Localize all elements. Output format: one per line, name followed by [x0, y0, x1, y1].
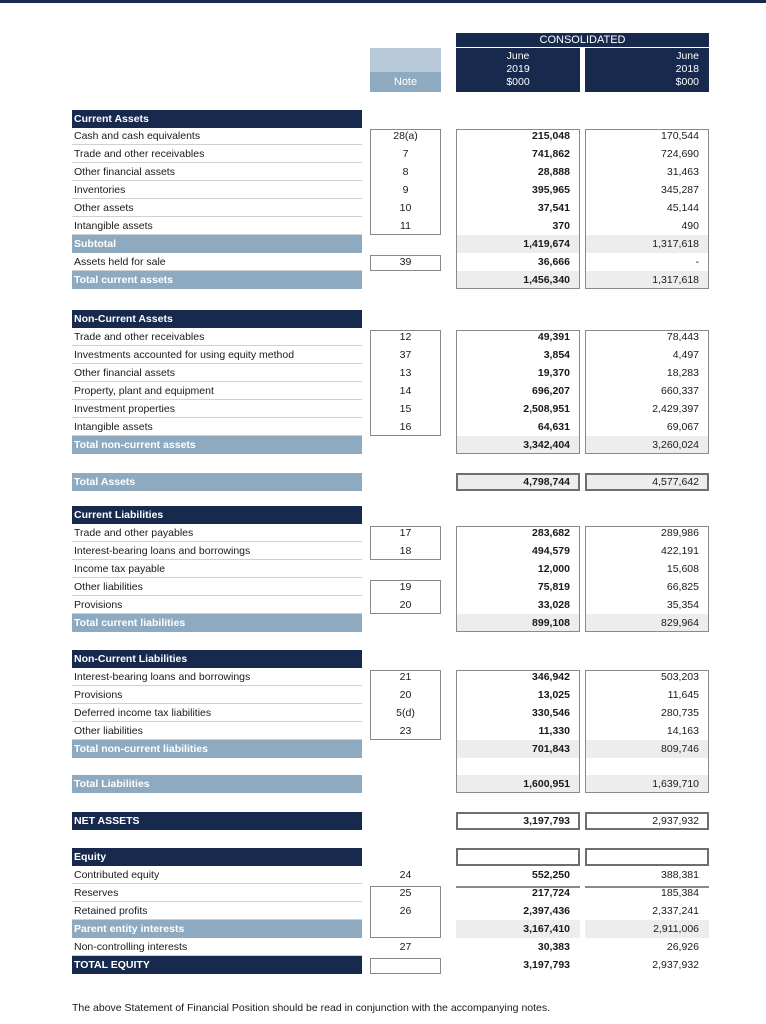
row-note: [370, 740, 441, 758]
row-note: [370, 110, 441, 128]
value-box-2018: [585, 670, 709, 793]
value-box-2019: [456, 886, 580, 888]
row-value-2018: 809,746: [585, 740, 709, 758]
row-note: [370, 812, 441, 830]
row-note: 15: [399, 403, 412, 415]
row-value-2019: 494,579: [532, 545, 570, 557]
row-label: Property, plant and equipment: [72, 382, 362, 400]
row-note: 21: [399, 671, 412, 683]
row-note: 37: [399, 349, 412, 361]
column-header-2018: [585, 48, 709, 92]
table-row: [0, 938, 766, 956]
row-note: [370, 614, 441, 632]
row-label: Trade and other receivables: [72, 145, 362, 163]
row-value-2019: 11,330: [538, 725, 570, 737]
total-box-2018: [585, 812, 709, 830]
value-box-2019: [456, 330, 580, 454]
row-value-2019: 330,546: [532, 707, 570, 719]
note-box: [370, 255, 441, 271]
col2018-year: 2018: [675, 63, 699, 75]
row-label: Total non-current assets: [72, 436, 362, 454]
value-box-2019: [456, 526, 580, 632]
note-box: [370, 330, 441, 436]
row-label: Current Assets: [72, 110, 362, 128]
row-note: 20: [399, 599, 412, 611]
row-label: Total non-current liabilities: [72, 740, 362, 758]
row-note: 14: [399, 385, 412, 397]
row-value-2018: -: [695, 256, 699, 268]
row-label: Income tax payable: [72, 560, 362, 578]
row-label: Non-Current Assets: [72, 310, 362, 328]
row-value-2018: 1,317,618: [585, 271, 709, 289]
row-value-2019: 19,370: [537, 367, 570, 379]
col2018-month: June: [676, 50, 699, 62]
row-value-2018: 185,384: [661, 887, 699, 899]
row-value-2019: 3,167,410: [456, 920, 580, 938]
row-value-2018: 69,067: [666, 421, 699, 433]
row-value-2018: 26,926: [666, 941, 699, 953]
top-rule: [0, 0, 766, 3]
row-label: Total current liabilities: [72, 614, 362, 632]
note-header-shade: [370, 48, 441, 72]
row-value-2018: 1,317,618: [585, 235, 709, 253]
value-box-2019: [456, 670, 580, 793]
row-value-2019: 30,383: [537, 941, 570, 953]
row-note: 20: [399, 689, 412, 701]
row-value-2018: 490: [681, 220, 699, 232]
row-value-2019: 2,508,951: [523, 403, 570, 415]
row-note: 18: [399, 545, 412, 557]
row-value-2018: 1,639,710: [585, 775, 709, 793]
row-note: 7: [402, 148, 409, 160]
row-value-2019: 3,197,793: [523, 959, 570, 971]
row-note: 19: [399, 581, 412, 593]
row-value-2018: 170,544: [661, 130, 699, 142]
row-value-2018: 31,463: [666, 166, 699, 178]
row-value-2019: 12,000: [537, 563, 570, 575]
row-value-2019: 552,250: [532, 869, 570, 881]
row-label: Provisions: [72, 686, 362, 704]
row-note: 12: [399, 331, 412, 343]
row-value-2018: 2,429,397: [652, 403, 699, 415]
row-value-2018: 660,337: [661, 385, 699, 397]
row-value-2019: 1,600,951: [456, 775, 580, 793]
total-box-2018: [585, 473, 709, 491]
row-note: 27: [399, 941, 412, 953]
row-label: Inventories: [72, 181, 362, 199]
row-value-2019: 696,207: [532, 385, 570, 397]
row-value-2019: [456, 506, 580, 524]
row-value-2018: 280,735: [661, 707, 699, 719]
row-label: Reserves: [72, 884, 362, 902]
note-box: [370, 670, 441, 740]
row-note: [370, 848, 441, 866]
row-note: 24: [399, 869, 412, 881]
row-value-2018: 18,283: [666, 367, 699, 379]
footer-note: The above Statement of Financial Position should be read in conjunction with the accompanying notes.: [72, 1002, 551, 1014]
row-value-2019: 741,862: [532, 148, 570, 160]
value-box-2019: [456, 129, 580, 289]
row-value-2019: 701,843: [456, 740, 580, 758]
row-value-2018: 4,577,642: [585, 473, 709, 491]
total-box-2019: [456, 812, 580, 830]
row-value-2019: 215,048: [532, 130, 570, 142]
row-value-2019: 36,666: [537, 256, 570, 268]
row-value-2019: 1,456,340: [456, 271, 580, 289]
row-value-2019: [456, 110, 580, 128]
note-box: [370, 129, 441, 235]
consolidated-header: CONSOLIDATED: [456, 33, 709, 47]
row-value-2018: 345,287: [661, 184, 699, 196]
row-label: Retained profits: [72, 902, 362, 920]
row-label: Other liabilities: [72, 722, 362, 740]
section-header-row: [0, 110, 766, 128]
col2018-unit: $000: [675, 76, 699, 88]
row-label: TOTAL EQUITY: [72, 956, 362, 974]
row-value-2019: 37,541: [537, 202, 570, 214]
row-label: Interest-bearing loans and borrowings: [72, 668, 362, 686]
row-label: Provisions: [72, 596, 362, 614]
row-value-2019: 217,724: [532, 887, 570, 899]
row-label: Cash and cash equivalents: [72, 127, 362, 145]
row-value-2018: [585, 110, 709, 128]
row-note: 8: [402, 166, 409, 178]
row-label: Contributed equity: [72, 866, 362, 884]
value-box-2018: [585, 330, 709, 454]
row-value-2019: [456, 650, 580, 668]
row-value-2019: [456, 310, 580, 328]
row-note: 17: [399, 527, 412, 539]
table-row: [0, 866, 766, 884]
row-value-2018: 388,381: [661, 869, 699, 881]
row-value-2019: 3,342,404: [456, 436, 580, 454]
row-label: Investment properties: [72, 400, 362, 418]
row-value-2018: 45,144: [666, 202, 699, 214]
col2019-month: June: [506, 50, 530, 62]
row-value-2018: 503,203: [661, 671, 699, 683]
row-note: 25: [399, 887, 412, 899]
row-value-2018: 724,690: [661, 148, 699, 160]
row-value-2018: 78,443: [666, 331, 699, 343]
row-label: NET ASSETS: [72, 812, 362, 830]
column-header-2019: [456, 48, 580, 92]
row-label: Parent entity interests: [72, 920, 362, 938]
row-note: [370, 506, 441, 524]
row-value-2018: 66,825: [666, 581, 699, 593]
value-box-2018: [585, 129, 709, 289]
note-box: [370, 886, 441, 938]
row-label: Other liabilities: [72, 578, 362, 596]
row-label: Investments accounted for using equity method: [72, 346, 362, 364]
section-header-row: [0, 506, 766, 524]
row-note: [370, 650, 441, 668]
row-value-2019: 1,419,674: [456, 235, 580, 253]
row-value-2018: 289,986: [661, 527, 699, 539]
row-value-2018: 15,608: [666, 563, 699, 575]
row-value-2018: 829,964: [585, 614, 709, 632]
row-label: Trade and other payables: [72, 524, 362, 542]
row-value-2019: 13,025: [537, 689, 570, 701]
row-value-2018: [585, 506, 709, 524]
note-box: [370, 958, 441, 974]
row-note: 13: [399, 367, 412, 379]
section-header-row: [0, 310, 766, 328]
row-label: Total Assets: [72, 473, 362, 491]
total-box-2019: [456, 848, 580, 866]
row-label: Non-controlling interests: [72, 938, 362, 956]
row-label: Total Liabilities: [72, 775, 362, 793]
row-note: [370, 271, 441, 289]
row-label: Total current assets: [72, 271, 362, 289]
col2019-unit: $000: [506, 76, 530, 88]
row-value-2019: 899,108: [456, 614, 580, 632]
row-label: Trade and other receivables: [72, 328, 362, 346]
row-value-2019: 33,028: [537, 599, 570, 611]
row-value-2018: 35,354: [666, 599, 699, 611]
row-note: [370, 436, 441, 454]
row-value-2018: 422,191: [661, 545, 699, 557]
row-value-2019: 370: [552, 220, 570, 232]
section-header-row: [0, 650, 766, 668]
row-value-2018: 4,497: [672, 349, 699, 361]
row-label: Subtotal: [72, 235, 362, 253]
row-label: Other assets: [72, 199, 362, 217]
row-label: Equity: [72, 848, 362, 866]
row-value-2018: 2,911,006: [585, 920, 709, 938]
row-value-2018: 2,337,241: [652, 905, 699, 917]
total-box-2019: [456, 473, 580, 491]
row-note: 10: [399, 202, 412, 214]
row-note: [370, 775, 441, 793]
row-label: Assets held for sale: [72, 253, 362, 271]
row-value-2019: 395,965: [532, 184, 570, 196]
row-value-2019: 28,888: [537, 166, 570, 178]
row-value-2019: 49,391: [537, 331, 570, 343]
row-value-2018: 2,937,932: [652, 959, 699, 971]
note-box: [370, 580, 441, 614]
row-note: [370, 560, 441, 578]
row-note: 28(a): [393, 130, 418, 142]
note-header-label: Note: [370, 72, 441, 92]
note-column-header: [370, 48, 441, 92]
row-label: Deferred income tax liabilities: [72, 704, 362, 722]
row-note: 11: [400, 220, 411, 232]
row-value-2019: 3,854: [543, 349, 570, 361]
row-label: Current Liabilities: [72, 506, 362, 524]
row-value-2019: 346,942: [532, 671, 570, 683]
row-note: 23: [399, 725, 412, 737]
row-value-2018: 2,937,932: [652, 815, 699, 827]
row-note: [370, 310, 441, 328]
row-value-2018: 3,260,024: [585, 436, 709, 454]
row-note: 26: [399, 905, 412, 917]
row-value-2018: [585, 310, 709, 328]
row-label: Other financial assets: [72, 163, 362, 181]
row-value-2019: 283,682: [532, 527, 570, 539]
col2019-year: 2019: [506, 63, 530, 75]
row-value-2018: 11,645: [667, 689, 699, 701]
row-value-2019: 64,631: [537, 421, 570, 433]
row-note: 39: [399, 256, 412, 268]
value-box-2018: [585, 886, 709, 888]
row-value-2019: 2,397,436: [523, 905, 570, 917]
row-value-2019: 75,819: [537, 581, 570, 593]
row-label: Non-Current Liabilities: [72, 650, 362, 668]
row-label: Intangible assets: [72, 418, 362, 436]
note-box: [370, 526, 441, 560]
row-label: Other financial assets: [72, 364, 362, 382]
row-value-2018: [585, 650, 709, 668]
row-value-2019: 4,798,744: [456, 473, 580, 491]
value-box-2018: [585, 526, 709, 632]
row-value-2019: 3,197,793: [523, 815, 570, 827]
row-label: Interest-bearing loans and borrowings: [72, 542, 362, 560]
row-note: 16: [399, 421, 412, 433]
row-value-2018: 14,163: [666, 725, 699, 737]
row-note: [370, 235, 441, 253]
row-note: 5(d): [396, 707, 415, 719]
total-box-2018: [585, 848, 709, 866]
row-label: Intangible assets: [72, 217, 362, 235]
row-note: [370, 473, 441, 491]
row-note: 9: [402, 184, 409, 196]
